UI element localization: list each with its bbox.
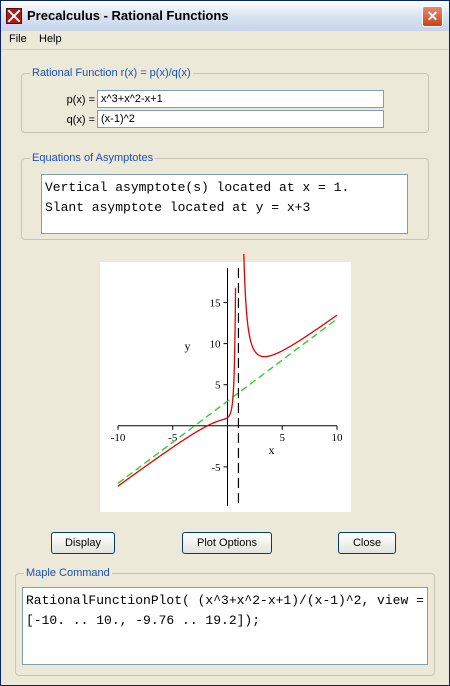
- maple-app-icon: [6, 8, 22, 24]
- menu-help[interactable]: Help: [39, 33, 62, 45]
- plot-options-button[interactable]: Plot Options: [182, 532, 272, 554]
- title-bar[interactable]: [1, 1, 449, 32]
- maple-command-legend: Maple Command: [26, 567, 110, 579]
- x-tick-label: -5: [168, 431, 178, 444]
- display-button[interactable]: Display: [51, 532, 115, 554]
- x-tick-label: 5: [279, 431, 285, 444]
- y-tick-label: -5: [211, 461, 221, 474]
- x-axis-label: x: [268, 442, 275, 457]
- y-tick-label: 10: [209, 338, 221, 351]
- window-title: Precalculus - Rational Functions: [27, 8, 229, 23]
- asymptotes-legend: Equations of Asymptotes: [32, 152, 154, 164]
- x-tick-label: 10: [331, 431, 343, 444]
- y-tick-label: 5: [215, 379, 221, 392]
- q-label: q(x) =: [66, 114, 95, 126]
- rational-function-plot: [100, 262, 351, 512]
- y-axis-label: y: [184, 339, 191, 354]
- close-button[interactable]: Close: [338, 532, 396, 554]
- x-tick-label: -10: [110, 431, 126, 444]
- menu-bar: [1, 31, 449, 50]
- curve-right-branch: [244, 254, 337, 357]
- p-input[interactable]: [97, 90, 384, 108]
- y-tick-label: 15: [209, 297, 221, 310]
- window-close-button[interactable]: ✕: [422, 6, 443, 27]
- menu-file[interactable]: File: [9, 33, 27, 45]
- asymptotes-output: Vertical asymptote(s) located at x = 1. Slant asymptote located at y = x+3: [41, 174, 408, 234]
- q-input[interactable]: [97, 110, 384, 128]
- maple-command-output: RationalFunctionPlot( (x^3+x^2-x+1)/(x-1)^2, view = [-10. .. 10., -9.76 .. 19.2]);: [22, 587, 428, 665]
- rational-function-legend: Rational Function r(x) = p(x)/q(x): [32, 67, 191, 79]
- p-label: p(x) =: [66, 94, 95, 106]
